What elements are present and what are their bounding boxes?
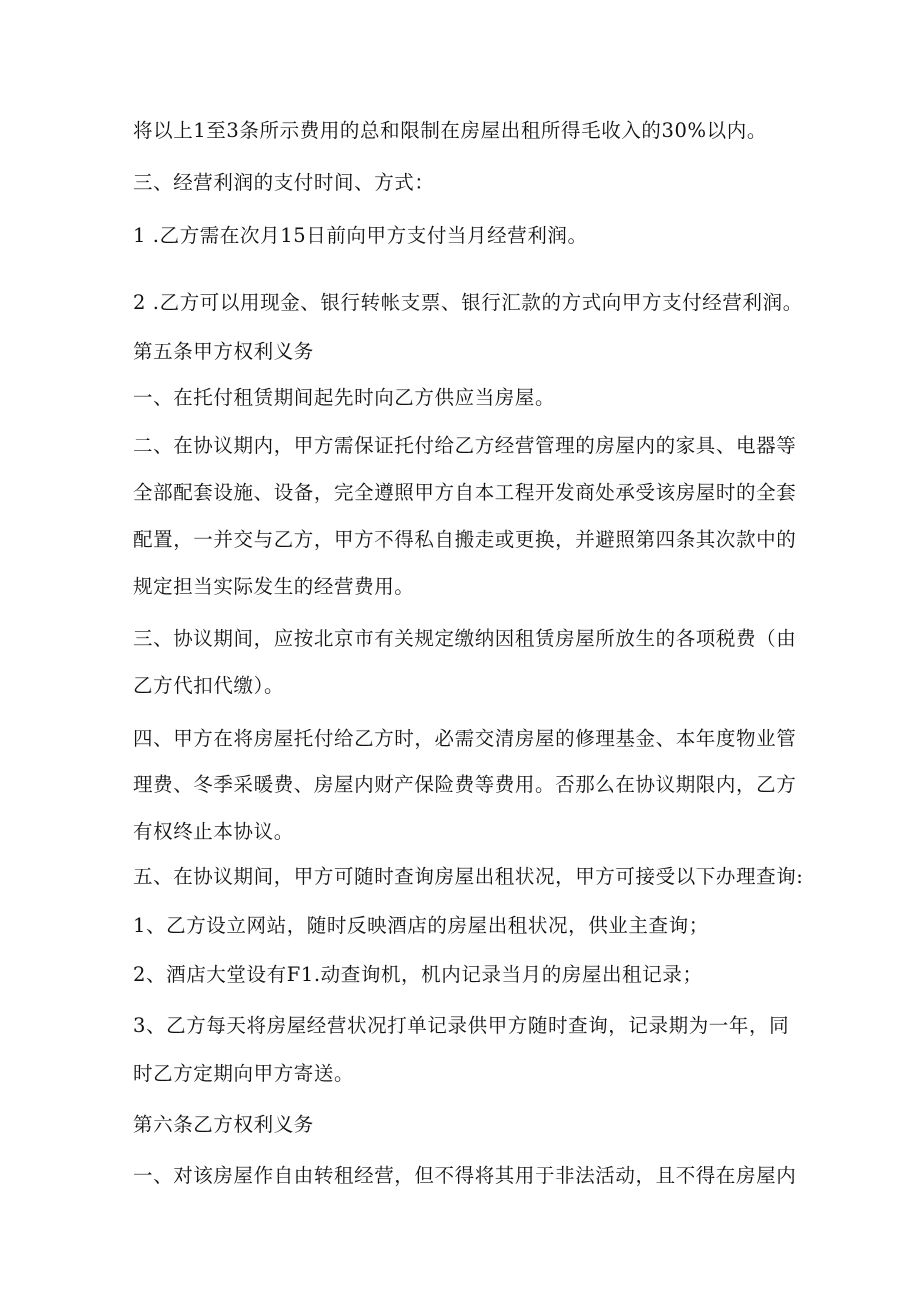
paragraph-line: 二、在协议期内，甲方需保证托付给乙方经营管理的房屋内的家具、电器等	[133, 434, 797, 457]
list-item: 3、乙方每天将房屋经营状况打单记录供甲方随时查询，记录期为一年，同	[133, 1014, 790, 1037]
paragraph-line: 2 .乙方可以用现金、银行转帐支票、银行汇款的方式向甲方支付经营利润。	[133, 291, 803, 314]
paragraph-line: 配置，一并交与乙方，甲方不得私自搬走或更换，并避照第四条其次款中的	[133, 528, 797, 551]
list-item: 2、酒店大堂设有F1.动查询机，机内记录当月的房屋出租记录；	[133, 963, 703, 986]
paragraph-line: 规定担当实际发生的经营费用。	[133, 575, 415, 598]
list-item: 1、乙方设立网站，随时反映酒店的房屋出租状况，供业主查询；	[133, 914, 709, 937]
paragraph-line: 有权终止本协议。	[133, 820, 294, 843]
paragraph-line: 乙方代扣代缴）。	[133, 674, 285, 697]
paragraph-line: 一、对该房屋作自由转租经营，但不得将其用于非法活动，且不得在房屋内	[133, 1164, 797, 1187]
paragraph-line: 五、在协议期间，甲方可随时查询房屋出租状况，甲方可接受以下办理查询:	[133, 865, 804, 888]
paragraph-line: 全部配套设施、设备，完全遵照甲方自本工程开发商处承受该房屋时的全套	[133, 481, 797, 504]
paragraph-line: 1 .乙方需在次月15日前向甲方支付当月经营利润。	[133, 224, 588, 247]
paragraph-line: 将以上1至3条所示费用的总和限制在房屋出租所得毛收入的30%以内。	[133, 119, 767, 142]
article-heading: 第六条乙方权利义务	[133, 1113, 314, 1136]
paragraph-line: 四、甲方在将房屋托付给乙方时，必需交清房屋的修理基金、本年度物业管	[133, 727, 797, 750]
paragraph-line: 时乙方定期向甲方寄送。	[133, 1062, 355, 1085]
paragraph-line: 三、协议期间，应按北京市有关规定缴纳因租赁房屋所放生的各项税费（由	[133, 627, 797, 650]
paragraph-line: 一、在托付租赁期间起先时向乙方供应当房屋。	[133, 386, 556, 409]
article-heading: 第五条甲方权利义务	[133, 340, 314, 363]
section-heading: 三、经营利润的支付时间、方式：	[133, 171, 435, 194]
paragraph-line: 理费、冬季采暖费、房屋内财产保险费等费用。否那么在协议期限内，乙方	[133, 773, 797, 796]
